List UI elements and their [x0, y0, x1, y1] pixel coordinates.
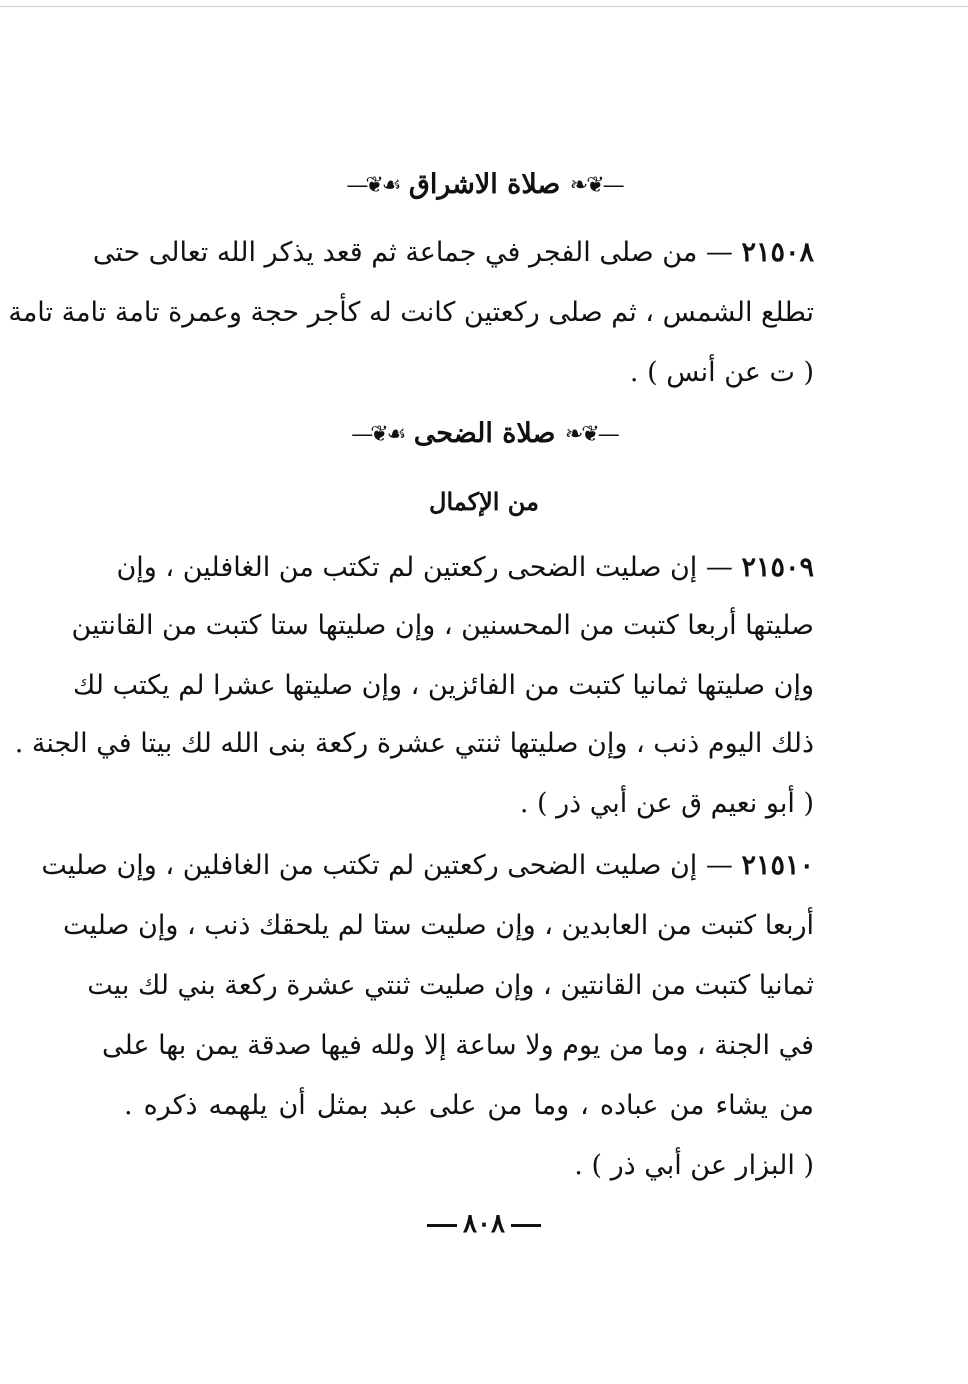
- hadith-number: ٢١٥١٠: [741, 850, 814, 881]
- section-heading-duha: [0, 414, 968, 455]
- entry-line: تطلع الشمس ، ثم صلى ركعتين كانت له كأجر حجة وعمرة تامة تامة تامة: [8, 297, 814, 328]
- hadith-number: ٢١٥٠٩: [741, 552, 814, 583]
- entry-citation: ( أبو نعيم ق عن أبي ذر ) .: [519, 788, 814, 819]
- entry-line: ٢١٥٠٩ — إن صليت الضحى ركعتين لم تكتب من الغافلين ، وإن: [116, 552, 814, 583]
- page-number-text: ٨٠٨: [463, 1209, 505, 1239]
- entry-line: ثمانيا كتبت من القانتين ، وإن صليت ثنتي عشرة ركعة بني لك بيت: [87, 970, 814, 1001]
- entry-citation: ( ت عن أنس ) .: [629, 357, 814, 388]
- page-number: [0, 1206, 968, 1242]
- ornament-left-icon: ☙❦—: [351, 421, 405, 447]
- entry-text: من صلى الفجر في جماعة ثم قعد يذكر الله تعالى حتى: [92, 237, 698, 268]
- entry-line: في الجنة ، وما من يوم ولا ساعة إلا ولله فيها صدقة يمن بها على: [101, 1030, 814, 1061]
- ornament-right-icon: —❦❧: [569, 172, 622, 198]
- section-title: صلاة الضحى: [413, 418, 556, 449]
- entry-line: أربعا كتبت من العابدين ، وإن صليت ستا لم يلحقك ذنب ، وإن صليت: [62, 910, 814, 941]
- entry-line: ذلك اليوم ذنب ، وإن صليتها ثنتي عشرة ركعة بنى الله لك بيتا في الجنة .: [14, 728, 814, 759]
- section-subtitle: من الإكمال: [429, 487, 539, 516]
- hadith-number: ٢١٥٠٨: [741, 237, 814, 268]
- entry-line: من يشاء من عباده ، وما من على عبد بمثل أن يلهمه ذكره .: [124, 1090, 814, 1121]
- entry-line: وإن صليتها ثمانيا كتبت من الفائزين ، وإن صليتها عشرا لم يكتب لك: [73, 670, 814, 701]
- section-heading-ishraq: [0, 165, 968, 206]
- entry-line: صليتها أربعا كتبت من المحسنين ، وإن صليتها ستا كتبت من القانتين: [71, 610, 814, 641]
- ornament-right-icon: —❦❧: [564, 421, 617, 447]
- section-title: صلاة الاشراق: [408, 169, 561, 200]
- entry-text: إن صليت الضحى ركعتين لم تكتب من الغافلين ، وإن صليت: [41, 850, 698, 881]
- entry-citation: ( البزار عن أبي ذر ) .: [574, 1150, 814, 1181]
- entry-line: ٢١٥٠٨ — من صلى الفجر في جماعة ثم قعد يذكر الله تعالى حتى: [92, 237, 814, 268]
- entry-line: ٢١٥١٠ — إن صليت الضحى ركعتين لم تكتب من الغافلين ، وإن صليت: [41, 850, 814, 881]
- page-number-rule: [511, 1224, 541, 1227]
- entry-text: إن صليت الضحى ركعتين لم تكتب من الغافلين ، وإن: [116, 552, 698, 583]
- top-rule: [0, 6, 968, 7]
- ornament-left-icon: ☙❦—: [346, 172, 400, 198]
- page-number-rule: [427, 1224, 457, 1227]
